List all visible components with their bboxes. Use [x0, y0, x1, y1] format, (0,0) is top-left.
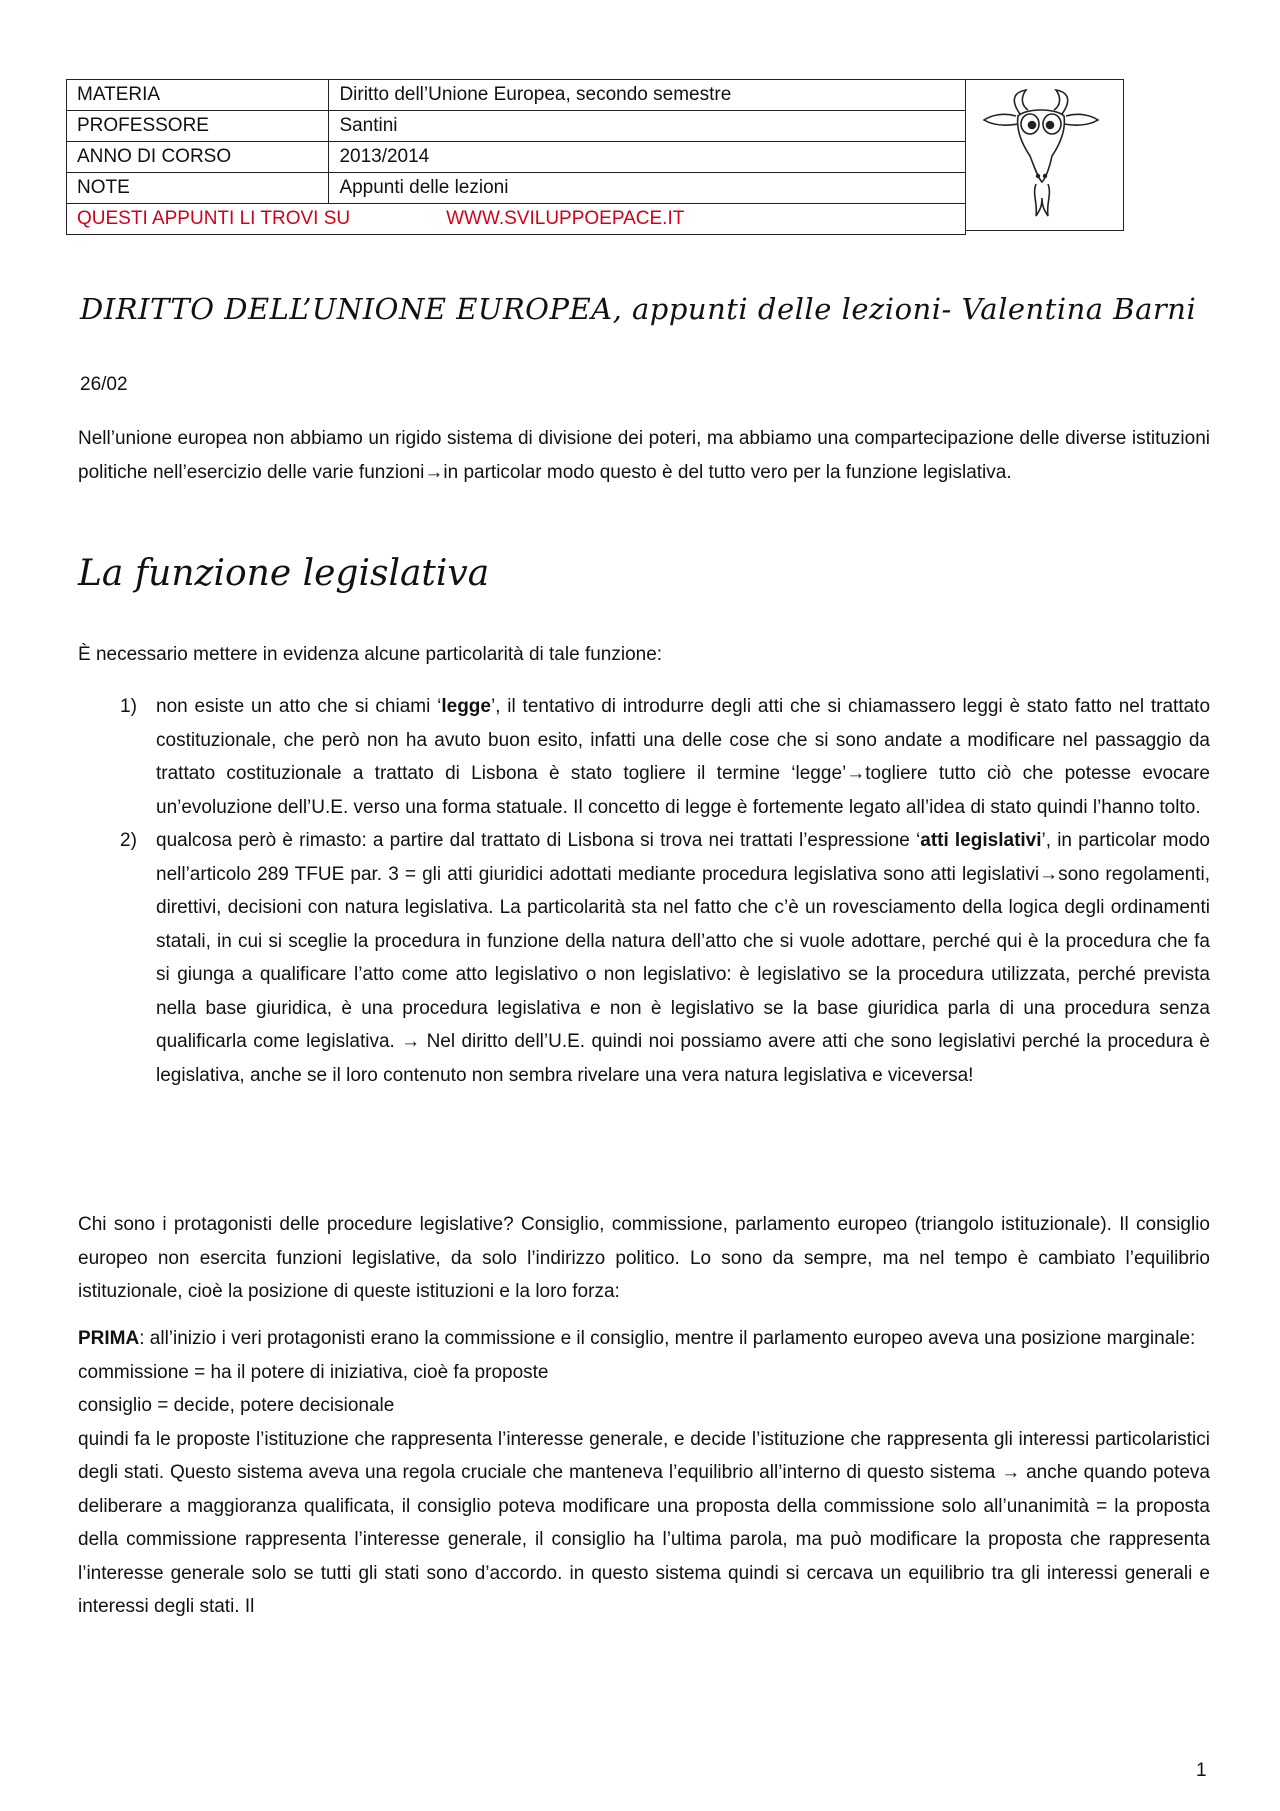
section-heading: La funzione legislativa	[78, 553, 490, 594]
table-row	[67, 80, 966, 111]
table-value: Appunti delle lezioni	[329, 173, 966, 204]
list-number: 2)	[120, 830, 137, 851]
list-text-start: non esiste un atto che si chiami ‘	[156, 696, 442, 717]
prima-rest: quindi fa le proposte l’istituzione che rappresenta l’interesse generale, e decide l’istituzione che rappresenta gli interessi particolaristici degli stati. Questo sistema aveva una regola cruciale che manteneva l’equilibrio all’interno di questo sistema → anche quando poteva deliberare a maggioranza qualificata, il consiglio poteva modificare una proposta della commissione solo all’unanimità = la proposta della commissione rappresenta l’interesse generale, il consiglio ha l’ultima parola, ma può modificare la proposta che rappresenta l’interesse generale solo se tutti gli stati sono d’accordo. in questo sistema quindi si cercava un equilibrio tra gli interessi generali e interessi degli stati. Il	[78, 1428, 1210, 1617]
prima-line-consiglio: consiglio = decide, potere decisionale	[78, 1395, 395, 1416]
prima-text: : all’inizio i veri protagonisti erano la commissione e il consiglio, mentre il parlamento europeo aveva una posizione marginale:	[139, 1328, 1196, 1349]
logo-box	[966, 79, 1124, 231]
info-table	[66, 79, 966, 235]
list-text-end: ’, il tentativo di introdurre degli atti che si chiamassero leggi è stato fatto nel trattato costituzionale, che però non ha avuto buon esito, infatti una delle cose che si sono andate a modificare nel passaggio da trattato costituzionale a trattato di Lisbona è stato togliere il termine ‘legge’→togliere tutto ciò che potesse evocare un’evoluzione dell’U.E. verso una forma statuale. Il concetto di legge è fortemente legato all’idea di stato quindi l’hanno tolto.	[156, 696, 1211, 818]
lesson-date: 26/02	[80, 374, 128, 395]
promo-row	[67, 204, 966, 235]
table-row	[67, 142, 966, 173]
promo-url-link[interactable]: WWW.SVILUPPOEPACE.IT	[446, 208, 685, 229]
list-item	[78, 690, 1210, 824]
table-row	[67, 173, 966, 204]
table-key: ANNO DI CORSO	[67, 142, 329, 173]
prima-label: PRIMA	[78, 1328, 140, 1349]
table-key: PROFESSORE	[67, 111, 329, 142]
promo-label: QUESTI APPUNTI LI TROVI SU	[77, 208, 351, 229]
list-text-end: ’, in particolar modo nell’articolo 289 TFUE par. 3 = gli atti giuridici adottati mediante procedura legislativa sono atti legislativi→sono regolamenti, direttivi, decisioni con natura legislativa. La particolarità sta nel fatto che c’è un rovesciamento della logica degli ordinamenti statali, in cui si sceglie la procedura in funzione della natura dell’atto che si vuole adottare, perché qui è la procedura che fa si giunga a qualificare l’atto come atto legislativo o non legislativo: è legislativo se la procedura utilizzata, perché prevista nella base giuridica, è una procedura legislativa e non è legislativo se la base giuridica parla di una procedura senza qualificarla come legislativa. → Nel diritto dell’U.E. quindi noi possiamo avere atti che sono legislativi perché la procedura è legislativa, anche se il loro contenuto non sembra rivelare una vera natura legislativa e viceversa!	[156, 830, 1211, 1086]
table-value: 2013/2014	[329, 142, 966, 173]
document-title: DIRITTO DELL’UNIONE EUROPEA, appunti delle lezioni- Valentina Barni	[80, 292, 1197, 326]
table-value: Santini	[329, 111, 966, 142]
promo-cell	[67, 204, 966, 235]
list-bold-term: legge	[441, 696, 491, 717]
list-item	[78, 824, 1210, 1092]
numbered-list	[78, 690, 1210, 1092]
lead-paragraph: È necessario mettere in evidenza alcune particolarità di tale funzione:	[78, 644, 663, 665]
table-value: Diritto dell’Unione Europea, secondo semestre	[329, 80, 966, 111]
intro-paragraph: Nell’unione europea non abbiamo un rigido sistema di divisione dei poteri, ma abbiamo una compartecipazione delle diverse istituzioni politiche nell’esercizio delle varie funzioni→in particolar modo questo è del tutto vero per la funzione legislativa.	[78, 428, 1210, 483]
table-key: MATERIA	[67, 80, 329, 111]
goat-face-icon	[980, 86, 1105, 221]
table-row	[67, 111, 966, 142]
prima-paragraph	[78, 1322, 1210, 1624]
list-number: 1)	[120, 696, 137, 717]
page-number: 1	[1196, 1760, 1207, 1781]
prima-line-commissione: commissione = ha il potere di iniziativa, cioè fa proposte	[78, 1361, 549, 1383]
table-key: NOTE	[67, 173, 329, 204]
protagonists-paragraph: Chi sono i protagonisti delle procedure legislative? Consiglio, commissione, parlamento europeo (triangolo istituzionale). Il consiglio europeo non esercita funzioni legislative, da solo l’indirizzo politico. Lo sono da sempre, ma nel tempo è cambiato l’equilibrio istituzionale, cioè la posizione di queste istituzioni e la loro forza:	[78, 1214, 1210, 1302]
list-bold-term: atti legislativi	[920, 830, 1042, 851]
list-text-start: qualcosa però è rimasto: a partire dal trattato di Lisbona si trova nei trattati l’espressione ‘	[156, 830, 921, 851]
